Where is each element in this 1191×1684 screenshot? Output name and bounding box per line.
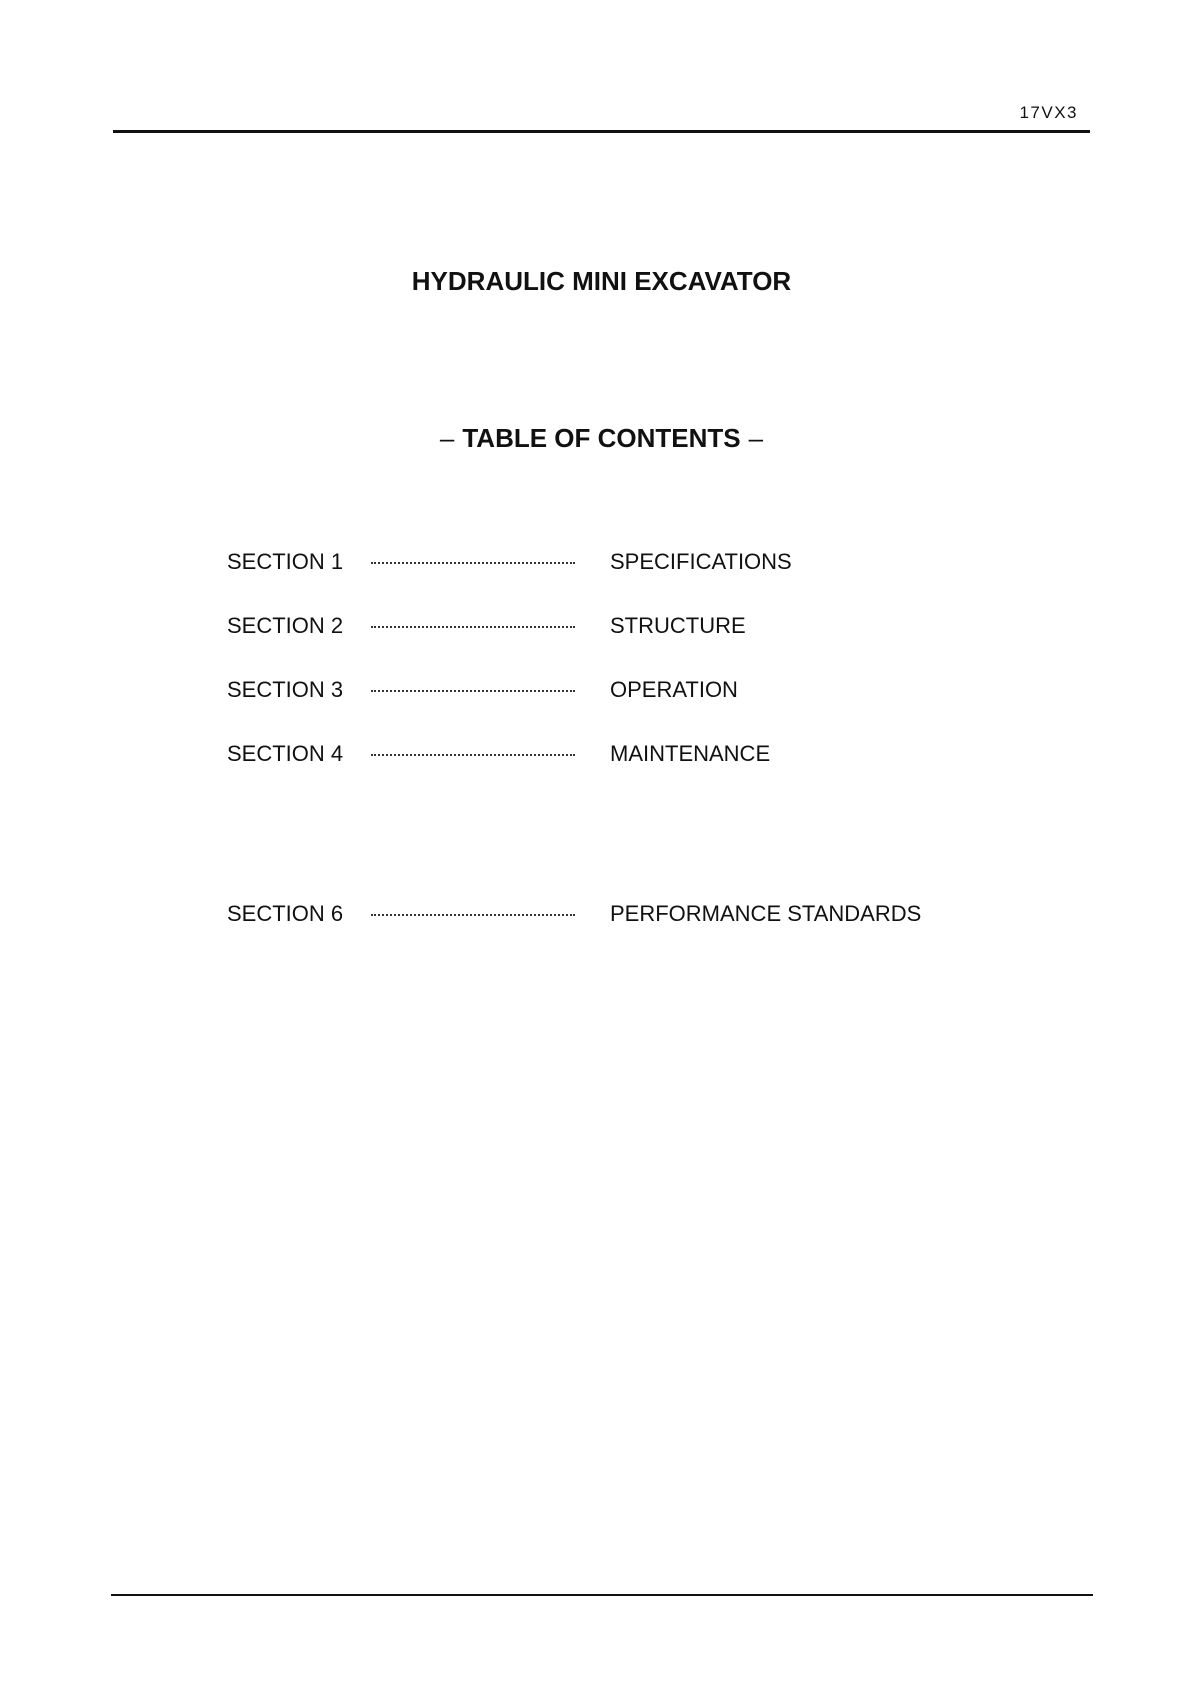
dot-leader (371, 754, 575, 756)
toc-entry-section-1[interactable] (227, 547, 1007, 577)
header-rule (113, 130, 1090, 133)
toc-entry-section-2[interactable] (227, 611, 1007, 641)
dot-leader (371, 562, 575, 564)
heading-dash-right: – (748, 423, 764, 453)
toc-section-label: SECTION 6 (227, 901, 344, 926)
toc-entry-section-6[interactable] (227, 899, 1007, 929)
toc-heading-text: TABLE OF CONTENTS (462, 423, 741, 453)
toc-section-label: SECTION 4 (227, 741, 344, 766)
document-code: 17VX3 (1019, 103, 1078, 122)
toc-entry-section-4[interactable] (227, 739, 1007, 769)
dot-leader (371, 914, 575, 916)
toc-topic: OPERATION (610, 677, 738, 702)
toc-section-label: SECTION 3 (227, 677, 344, 702)
toc-entry-section-3[interactable] (227, 675, 1007, 705)
toc-section-label: SECTION 1 (227, 549, 344, 574)
toc-topic: PERFORMANCE STANDARDS (610, 901, 922, 926)
document-title: HYDRAULIC MINI EXCAVATOR (411, 266, 792, 296)
dot-leader (371, 690, 575, 692)
toc-topic: SPECIFICATIONS (610, 549, 792, 574)
toc-section-label: SECTION 2 (227, 613, 344, 638)
toc-topic: MAINTENANCE (610, 741, 771, 766)
dot-leader (371, 626, 575, 628)
toc-topic: STRUCTURE (610, 613, 746, 638)
toc-heading (0, 422, 1191, 454)
footer-rule (111, 1594, 1093, 1596)
heading-dash-left: – (439, 423, 455, 453)
